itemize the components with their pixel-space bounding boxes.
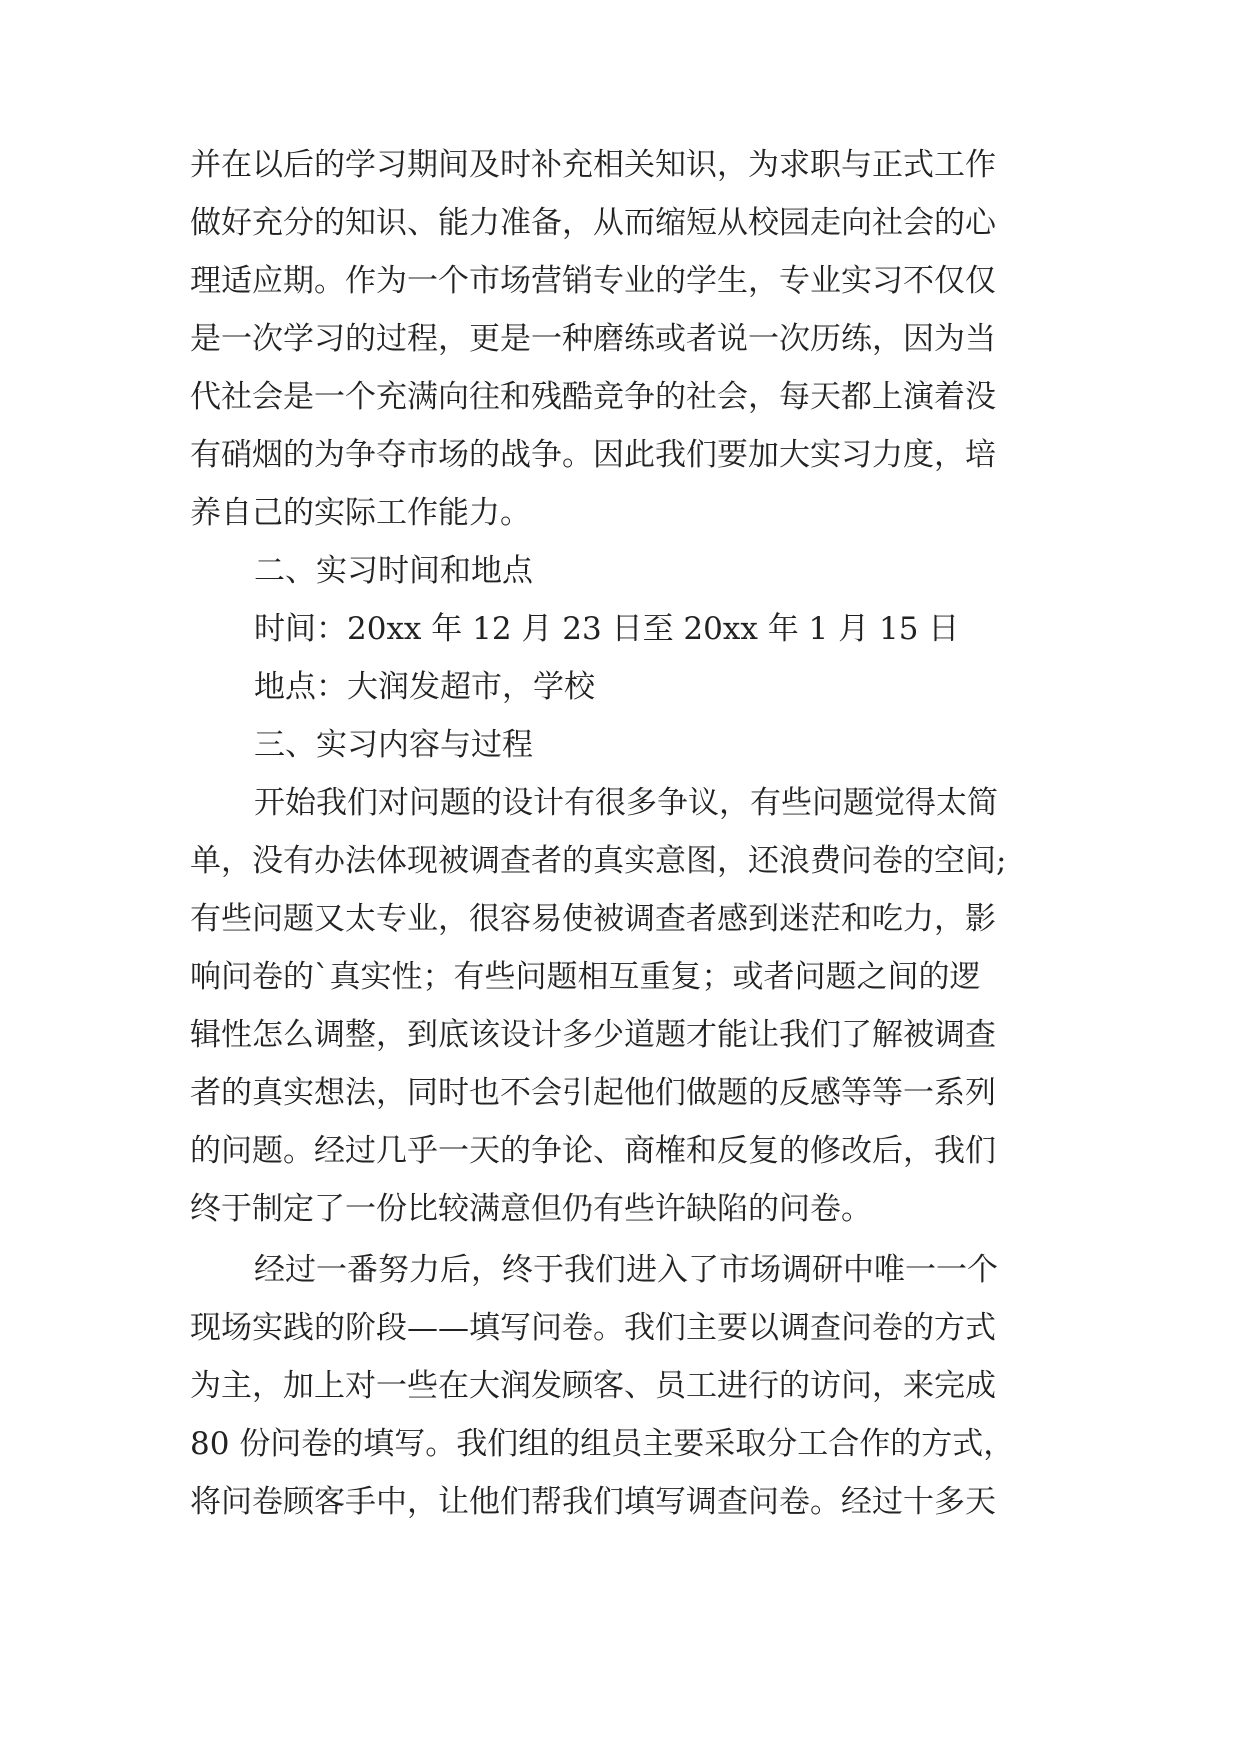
text-line: 终于制定了一份比较满意但仍有些许缺陷的问卷。	[190, 1191, 872, 1227]
section-heading: 三、实习内容与过程	[254, 727, 533, 763]
text-line: 养自己的实际工作能力。	[190, 495, 531, 531]
text-line: 是一次学习的过程，更是一种磨练或者说一次历练，因为当	[190, 321, 996, 357]
text-line: 有硝烟的为争夺市场的战争。因此我们要加大实习力度，培	[190, 437, 996, 473]
text-line: 80 份问卷的填写。我们组的组员主要采取分工合作的方式，	[190, 1426, 1015, 1462]
section-heading: 二、实习时间和地点	[254, 553, 533, 589]
text-line: 的问题。经过几乎一天的争论、商榷和反复的修改后，我们	[190, 1133, 996, 1169]
text-line: 代社会是一个充满向往和残酷竞争的社会，每天都上演着没	[190, 379, 996, 415]
text-line: 现场实践的阶段——填写问卷。我们主要以调查问卷的方式	[190, 1310, 996, 1346]
text-line: 并在以后的学习期间及时补充相关知识，为求职与正式工作	[190, 147, 996, 183]
text-line: 单，没有办法体现被调查者的真实意图，还浪费问卷的空间;	[190, 843, 1007, 879]
text-line: 时间：20xx 年 12 月 23 日至 20xx 年 1 月 15 日	[254, 611, 960, 647]
text-line: 开始我们对问题的设计有很多争议，有些问题觉得太简	[254, 785, 998, 821]
text-line: 地点：大润发超市，学校	[254, 669, 595, 705]
text-line: 为主，加上对一些在大润发顾客、员工进行的访问，来完成	[190, 1368, 996, 1404]
text-line: 有些问题又太专业，很容易使被调查者感到迷茫和吃力，影	[190, 901, 996, 937]
text-line: 经过一番努力后，终于我们进入了市场调研中唯一一个	[254, 1252, 998, 1288]
text-line: 者的真实想法，同时也不会引起他们做题的反感等等一系列	[190, 1075, 996, 1111]
text-line: 做好充分的知识、能力准备，从而缩短从校园走向社会的心	[190, 205, 996, 241]
text-line: 辑性怎么调整，到底该设计多少道题才能让我们了解被调查	[190, 1017, 996, 1053]
text-line: 响问卷的`真实性；有些问题相互重复；或者问题之间的逻	[190, 959, 981, 995]
text-line: 将问卷顾客手中，让他们帮我们填写调查问卷。经过十多天	[190, 1484, 996, 1520]
text-line: 理适应期。作为一个市场营销专业的学生，专业实习不仅仅	[190, 263, 996, 299]
